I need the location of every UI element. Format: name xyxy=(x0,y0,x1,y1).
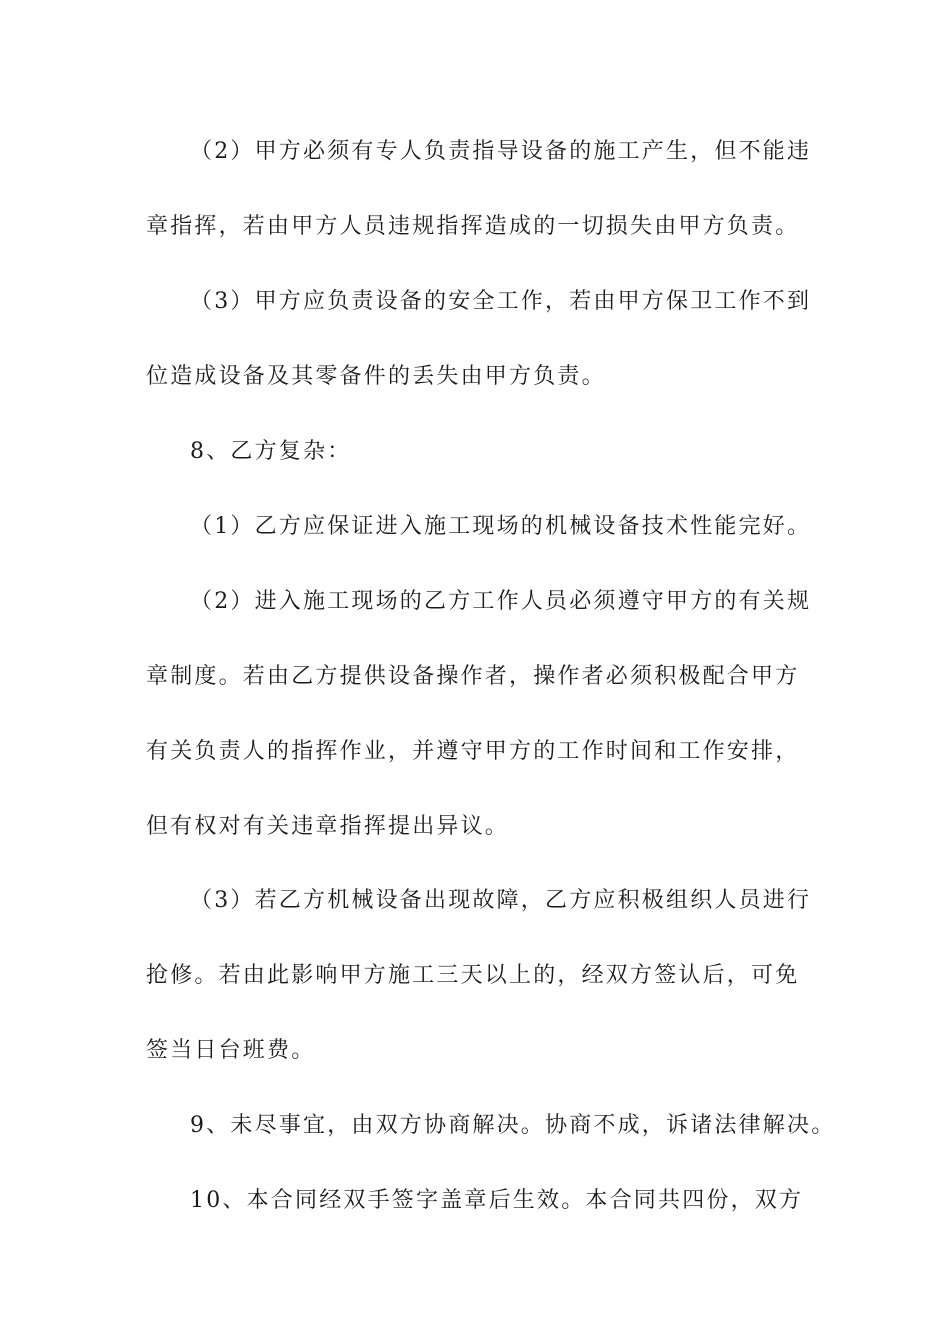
paragraph-line: （1）乙方应保证进入施工现场的机械设备技术性能完好。 xyxy=(190,514,812,539)
paragraph-line: 章制度。若由乙方提供设备操作者，操作者必须积极配合甲方 xyxy=(146,664,800,689)
paragraph-line: 有关负责人的指挥作业，并遵守甲方的工作时间和工作安排， xyxy=(146,739,800,764)
paragraph-line: （3）甲方应负责设备的安全工作，若由甲方保卫工作不到 xyxy=(190,289,812,314)
paragraph-line: 但有权对有关违章指挥提出异议。 xyxy=(146,814,510,839)
paragraph-line: 签当日台班费。 xyxy=(146,1038,316,1063)
section-heading: 9、未尽事宜，由双方协商解决。协商不成，诉诸法律解决。 xyxy=(190,1113,836,1138)
paragraph-line: （2）进入施工现场的乙方工作人员必须遵守甲方的有关规 xyxy=(190,589,812,614)
section-heading: 10、本合同经双手签字盖章后生效。本合同共四份，双方 xyxy=(190,1188,804,1213)
section-heading: 8、乙方复杂： xyxy=(190,439,352,464)
paragraph-line: 抢修。若由此影响甲方施工三天以上的，经双方签认后，可免 xyxy=(146,963,800,988)
paragraph-line: 章指挥，若由甲方人员违规指挥造成的一切损失由甲方负责。 xyxy=(146,214,800,239)
paragraph-line: （3）若乙方机械设备出现故障，乙方应积极组织人员进行 xyxy=(190,888,812,913)
paragraph-line: 位造成设备及其零备件的丢失由甲方负责。 xyxy=(146,364,606,389)
paragraph-line: （2）甲方必须有专人负责指导设备的施工产生，但不能违 xyxy=(190,139,812,164)
